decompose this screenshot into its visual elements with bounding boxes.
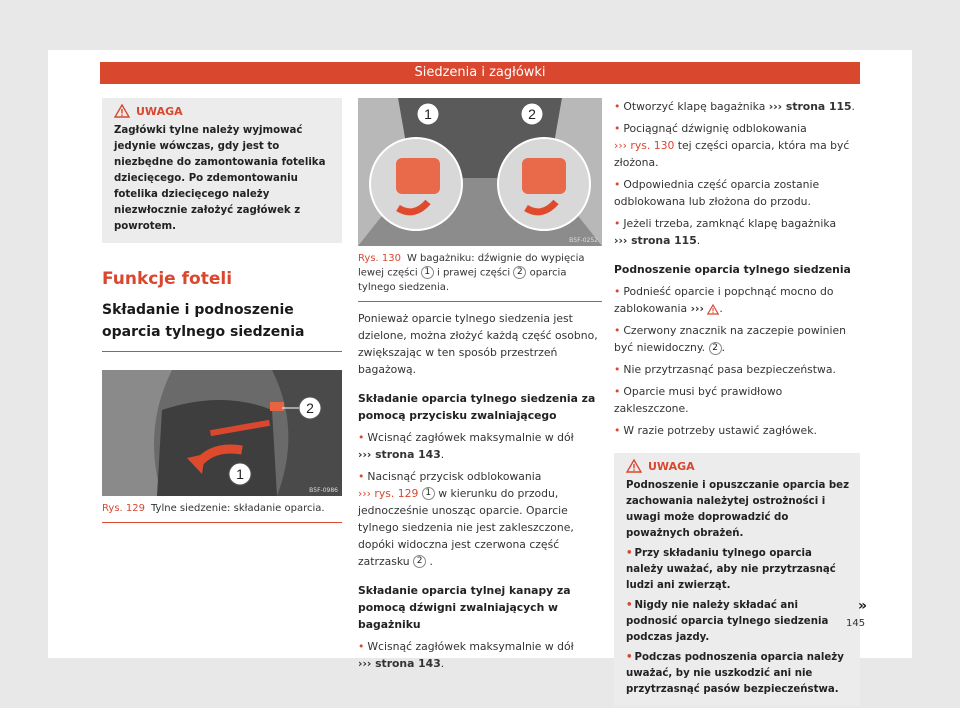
warning-link[interactable]: ›››: [690, 302, 704, 315]
callout-badge-2: 2: [709, 342, 722, 355]
figure-caption-text: Tylne siedzenie: składanie oparcia.: [150, 503, 325, 514]
caption-part: W bagażniku: dźwignie do wypięcia lewej części: [358, 253, 585, 279]
figure-130: [358, 98, 602, 246]
list-item: • Odpowiednia część oparcia zostanie odblokowana lub złożona do przodu.: [614, 178, 820, 208]
warning-box: [614, 453, 860, 706]
list-item: • Nacisnąć przycisk odblokowania ››› rys. 129 1 w kierunku do przodu, jednocześnie unosząc oparcie. Oparcie tylnego siedzenia nie jest zakleszczone, dopóki widoczna jest czerwona część zatrzasku 2 .: [358, 469, 574, 568]
page-link[interactable]: ››› strona 143: [358, 656, 441, 670]
page-header: Siedzenia i zagłówki: [100, 62, 860, 84]
warning-box: [102, 98, 342, 243]
warning-label: UWAGA: [136, 104, 183, 118]
page-link[interactable]: ››› strona 143: [358, 447, 441, 461]
callout-2: 2: [306, 400, 314, 416]
warning-triangle-icon: [626, 459, 642, 473]
trunk-levers-illustration: [358, 98, 602, 246]
caption-part: oparcia tylnego siedzenia.: [358, 267, 567, 293]
figure-caption: [102, 502, 342, 516]
figure-link[interactable]: ››› rys. 130: [614, 139, 675, 152]
figure-caption: [358, 252, 602, 295]
intro-paragraph: Ponieważ oparcie tylnego siedzenia jest dzielone, można złożyć każdą część osobno, zwiększając w ten sposób przestrzeń bagażową.: [358, 311, 598, 376]
warning-text: Zagłówki tylne należy wyjmować jedynie wówczas, gdy jest to niezbędne do zamontowania fotelika dziecięcego. Po zdemontowaniu fotelika dziecięcego należy niezwłocznie założyć zagłówek z powrotem.: [114, 125, 326, 232]
list-item: • Oparcie musi być prawidłowo zakleszczone.: [614, 385, 783, 415]
section-title: Funkcje foteli: [102, 269, 233, 289]
seat-fold-illustration: [102, 370, 342, 496]
warning-triangle-icon: [114, 104, 130, 118]
warning-item: • Przy składaniu tylnego oparcia należy uważać, aby nie przytrzasnąć ludzi ani zwierząt.: [626, 548, 836, 591]
list-item: • Wcisnąć zagłówek maksymalnie w dół ››› strona 143.: [358, 639, 574, 670]
warning-triangle-icon: [707, 304, 719, 315]
warning-item: • Podczas podnoszenia oparcia należy uważać, by nie uszkodzić ani nie przytrzasnąć pasów bezpieczeństwa.: [626, 652, 844, 695]
continue-mark: »: [858, 598, 868, 614]
callout-badge-2: 2: [413, 555, 426, 568]
list-item: • Wcisnąć zagłówek maksymalnie w dół ››› strona 143.: [358, 430, 574, 461]
figure-ref: Rys. 130: [358, 253, 401, 264]
heading-release-button: Składanie oparcia tylnego siedzenia za pomocą przycisku zwalniającego: [358, 391, 596, 422]
warning-header: [626, 459, 850, 473]
caption-divider: [358, 301, 602, 302]
warning-label: UWAGA: [648, 459, 695, 473]
page-link[interactable]: ››› strona 115: [768, 100, 852, 113]
warning-header: [114, 104, 332, 118]
heading-trunk-levers: Składanie oparcia tylnej kanapy za pomocą dźwigni zwalniających w bagażniku: [358, 583, 571, 631]
figure-link[interactable]: ››› rys. 129: [358, 486, 419, 500]
list-item: • Jeżeli trzeba, zamknąć klapę bagażnika ››› strona 115.: [614, 217, 837, 247]
callout-1: 1: [424, 106, 432, 122]
list-item: • Nie przytrzasnąć pasa bezpieczeństwa.: [614, 363, 836, 376]
column-left: [102, 98, 342, 523]
page-number: 145: [846, 618, 866, 629]
column-right: [614, 98, 860, 706]
heading-raise-backrest: Podnoszenie oparcia tylnego siedzenia: [614, 263, 851, 276]
callout-badge-1: 1: [422, 487, 435, 500]
page-link[interactable]: ››› strona 115: [614, 234, 697, 247]
caption-part: i prawej części: [436, 267, 511, 279]
caption-divider: [102, 522, 342, 523]
list-item: • Czerwony znacznik na zaczepie powinien być niewidoczny. 2 .: [614, 324, 846, 354]
list-item: • Pociągnąć dźwignię odblokowania ››› rys. 130 tej części oparcia, która ma być złożona.: [614, 122, 850, 169]
figure-ref: Rys. 129: [102, 503, 145, 514]
warning-text: Podnoszenie i opuszczanie oparcia bez zachowania należytej ostrożności i uwagi może doprowadzić do poważnych obrażeń.: [626, 480, 850, 539]
warning-item: • Nigdy nie należy składać ani podnosić oparcia tylnego siedzenia podczas jazdy.: [626, 600, 829, 643]
callout-badge-2: 2: [513, 266, 526, 279]
callout-2: 2: [528, 106, 536, 122]
column-middle: [358, 98, 602, 672]
list-item: • W razie potrzeby ustawić zagłówek.: [614, 424, 817, 437]
figure-code: B5F-0252: [569, 237, 598, 244]
callout-1: 1: [236, 466, 244, 482]
list-item: • Podnieść oparcie i popchnąć mocno do zablokowania ››› .: [614, 285, 834, 315]
subsection-title: Składanie i podnoszenie oparcia tylnego siedzenia: [102, 299, 342, 352]
figure-code: B5F-0986: [309, 487, 338, 494]
figure-129: [102, 370, 342, 496]
callout-badge-1: 1: [421, 266, 434, 279]
list-item: • Otworzyć klapę bagażnika ››› strona 115.: [614, 100, 855, 113]
